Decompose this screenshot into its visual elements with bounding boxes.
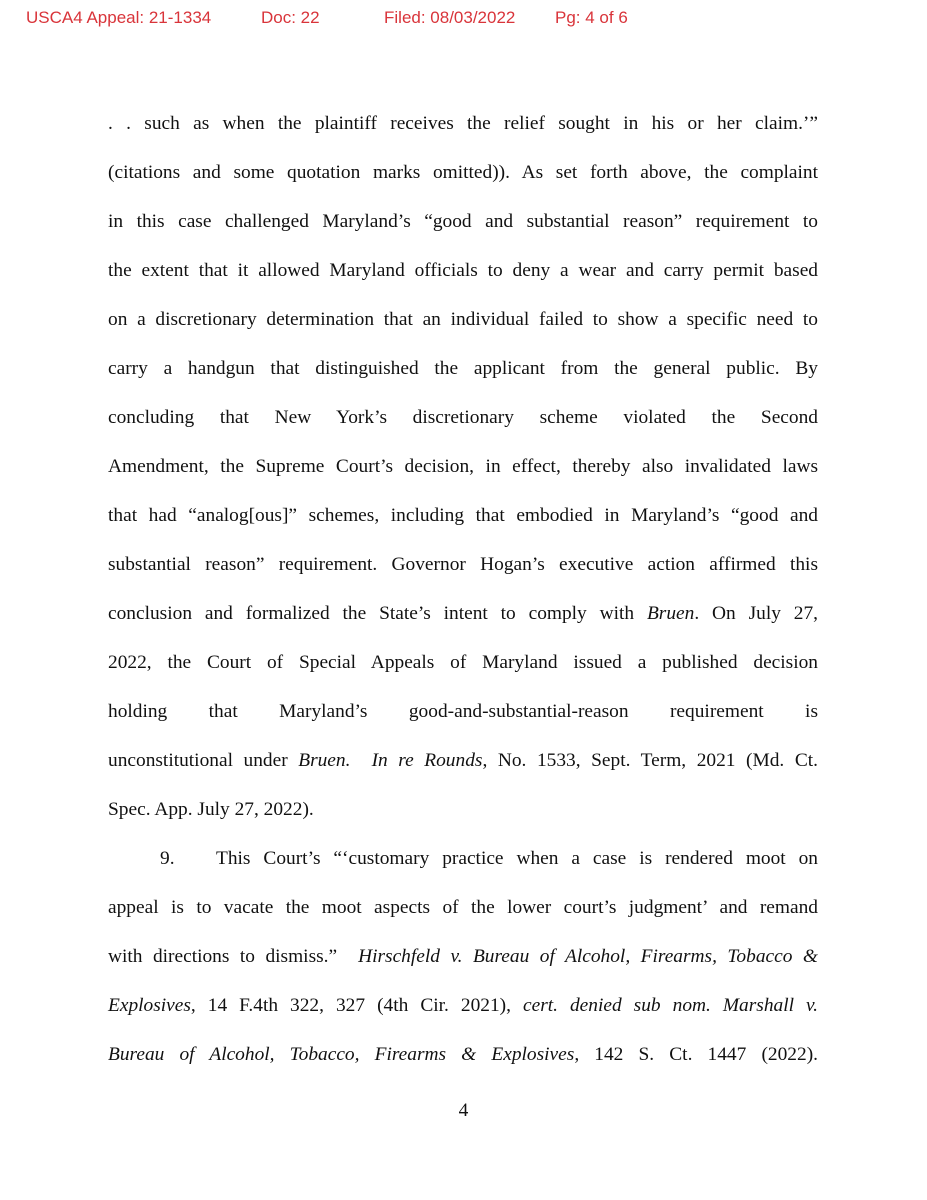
case-name-italic: Bruen. [298, 750, 351, 771]
page-number: 4 [458, 1100, 469, 1121]
text: , 142 S. Ct. 1447 (2022). [574, 1044, 818, 1065]
case-name-italic: Hirschfeld v. Bureau of Alcohol, Firearms, Tobacco & [358, 946, 818, 967]
text: conclusion and formalized the State’s intent to comply with [108, 603, 647, 624]
case-name-italic: In re Rounds [371, 750, 483, 771]
document-body [108, 108, 818, 1088]
text: , No. 1533, Sept. Term, 2021 (Md. Ct. [482, 750, 819, 771]
body-line: 2022, the Court of Special Appeals of Maryland issued a published decision [108, 652, 818, 673]
text: with directions to dismiss.” [108, 946, 359, 967]
text: unconstitutional under [108, 750, 299, 771]
body-line [108, 598, 818, 647]
appeal-number: USCA4 Appeal: 21-1334 [26, 8, 212, 27]
paragraph-9-line: appeal is to vacate the moot aspects of the lower court’s judgment’ and remand [108, 897, 818, 918]
text [350, 750, 371, 771]
text: This Court’s “‘customary practice when a case is rendered moot on [216, 848, 818, 869]
body-line: the extent that it allowed Maryland officials to deny a wear and carry permit based [108, 260, 818, 281]
paragraph-9-line [108, 990, 818, 1039]
ecf-header-stamp [0, 8, 927, 32]
body-line: that had “analog[ous]” schemes, including that embodied in Maryland’s “good and [108, 505, 818, 526]
paragraph-number: 9. [160, 848, 175, 869]
body-line: holding that Maryland’s good-and-substantial-reason requirement is [108, 701, 818, 722]
case-name-italic: Explosives [108, 995, 191, 1016]
body-line: on a discretionary determination that an individual failed to show a specific need to [108, 309, 818, 330]
body-line [108, 745, 818, 794]
body-line: in this case challenged Maryland’s “good and substantial reason” requirement to [108, 211, 818, 232]
body-line: . . such as when the plaintiff receives the relief sought in his or her claim.’” [108, 113, 818, 134]
body-line: carry a handgun that distinguished the applicant from the general public. By [108, 358, 818, 379]
paragraph-9-line [108, 941, 818, 990]
case-name-italic: Bureau of Alcohol, Tobacco, Firearms & Explosives [108, 1044, 575, 1065]
filed-date: Filed: 08/03/2022 [384, 8, 516, 27]
page-indicator: Pg: 4 of 6 [555, 8, 628, 27]
body-line: Amendment, the Supreme Court’s decision, in effect, thereby also invalidated laws [108, 456, 818, 477]
text: , 14 F.4th 322, 327 (4th Cir. 2021), [190, 995, 523, 1016]
case-name-italic: Bruen [646, 603, 695, 624]
body-line: concluding that New York’s discretionary scheme violated the Second [108, 407, 818, 428]
paragraph-9-line [108, 1039, 818, 1088]
body-line: substantial reason” requirement. Governor Hogan’s executive action affirmed this [108, 554, 818, 575]
case-name-italic: cert. denied sub nom. Marshall v. [522, 995, 819, 1016]
body-line: (citations and some quotation marks omitted)). As set forth above, the complaint [108, 162, 818, 183]
paragraph-9-line [108, 843, 818, 892]
body-line: Spec. App. July 27, 2022). [108, 799, 314, 820]
text: . On July 27, [694, 603, 818, 624]
document-number: Doc: 22 [261, 8, 320, 27]
